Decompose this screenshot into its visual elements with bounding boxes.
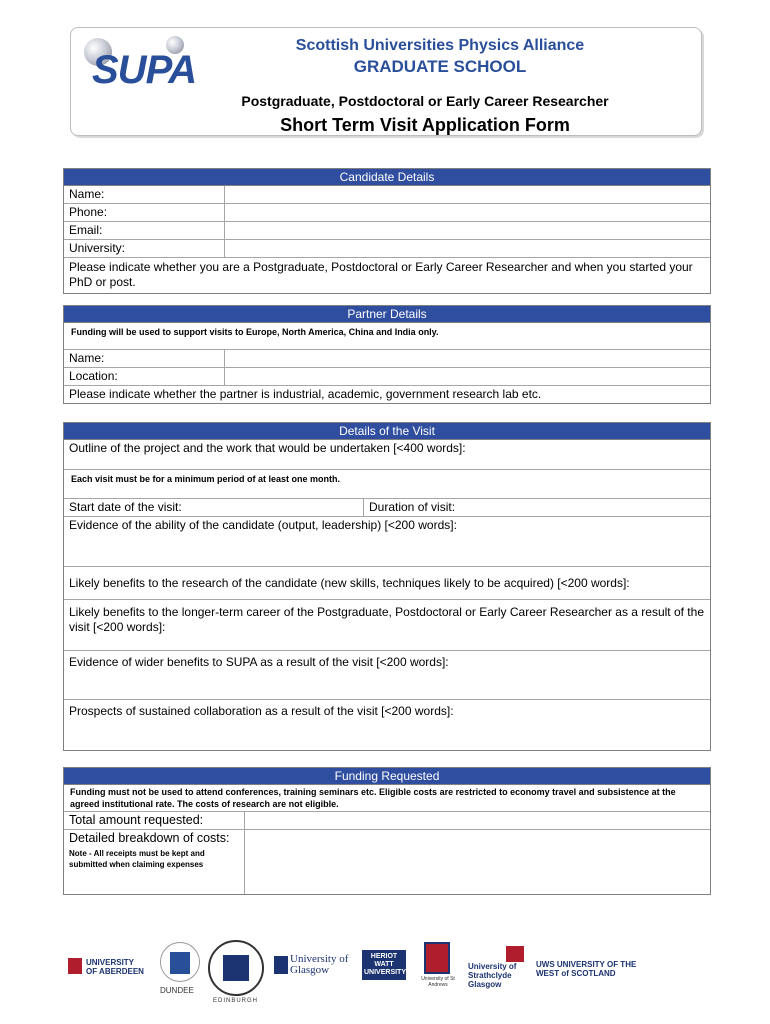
funding-total-label: Total amount requested:	[64, 812, 245, 829]
visit-section	[63, 422, 711, 751]
uws-label: UWS UNIVERSITY OF THE WEST of SCOTLAND	[536, 960, 637, 978]
partner-location-row	[64, 368, 710, 386]
visit-heading: Details of the Visit	[64, 423, 710, 440]
funding-notice-row	[64, 785, 710, 812]
candidate-email-label: Email:	[64, 222, 225, 239]
partner-notice: Funding will be used to support visits to Europe, North America, China and India only.	[71, 327, 439, 337]
header-subtitle: Postgraduate, Postdoctoral or Early Career Researcher	[241, 93, 609, 109]
edinburgh-label: EDINBURGH	[213, 998, 259, 1004]
header-title-line2: GRADUATE SCHOOL	[353, 57, 527, 76]
logo-text: SUPA	[92, 48, 197, 92]
visit-collaboration-row[interactable]	[64, 700, 710, 750]
funding-breakdown-label-cell	[64, 830, 245, 894]
visit-duration[interactable]: Duration of visit:	[369, 500, 456, 514]
candidate-phone-field[interactable]	[225, 204, 710, 221]
glasgow-label: University of Glasgow	[290, 953, 349, 976]
candidate-phone-row	[64, 204, 710, 222]
partner-location-field[interactable]	[225, 368, 710, 385]
supa-logo	[80, 36, 200, 96]
header-title-line1: Scottish Universities Physics Alliance	[295, 37, 585, 54]
partner-type-note: Please indicate whether the partner is industrial, academic, government research lab etc.	[69, 387, 542, 401]
glasgow-crest-icon	[274, 956, 288, 974]
visit-notice: Each visit must be for a minimum period of at least one month.	[71, 474, 341, 484]
partner-notice-row	[64, 323, 710, 350]
st-andrews-label: University of St Andrews	[421, 976, 455, 988]
partner-location-label: Location:	[64, 368, 225, 385]
visit-supa-benefits-label: Evidence of wider benefits to SUPA as a result of the visit [<200 words]:	[69, 655, 449, 669]
visit-research-benefits-row[interactable]	[64, 567, 710, 600]
dundee-crest-icon	[170, 952, 190, 974]
form-title: Short Term Visit Application Form	[280, 115, 570, 135]
partner-name-row	[64, 350, 710, 368]
candidate-status-row[interactable]	[64, 258, 710, 293]
st-andrews-crest-icon	[424, 942, 450, 974]
candidate-phone-label: Phone:	[64, 204, 225, 221]
candidate-name-label: Name:	[64, 186, 225, 203]
funding-heading: Funding Requested	[64, 768, 710, 785]
candidate-email-field[interactable]	[225, 222, 710, 239]
visit-research-benefits-label: Likely benefits to the research of the candidate (new skills, techniques likely to be acquired) [<200 words]:	[69, 575, 630, 590]
candidate-email-row	[64, 222, 710, 240]
visit-notice-row	[64, 470, 710, 499]
visit-supa-benefits-row[interactable]	[64, 651, 710, 700]
partner-section	[63, 305, 711, 404]
candidate-heading: Candidate Details	[64, 169, 710, 186]
funding-total-field[interactable]	[245, 812, 710, 829]
aberdeen-label: UNIVERSITY OF ABERDEEN	[86, 958, 144, 976]
funding-total-row	[64, 812, 710, 830]
strathclyde-label: University of Strathclyde Glasgow	[468, 962, 517, 989]
candidate-university-row	[64, 240, 710, 258]
visit-outline-label: Outline of the project and the work that would be undertaken [<400 words]:	[69, 441, 466, 455]
visit-dates-row	[64, 499, 710, 517]
strathclyde-crest-icon	[506, 946, 524, 962]
funding-breakdown-label: Detailed breakdown of costs:	[69, 831, 230, 845]
dundee-label: DUNDEE	[160, 986, 194, 995]
visit-collaboration-label: Prospects of sustained collaboration as a result of the visit [<200 words]:	[69, 704, 454, 718]
visit-career-benefits-row[interactable]	[64, 600, 710, 651]
partner-heading: Partner Details	[64, 306, 710, 323]
funding-notice: Funding must not be used to attend conferences, training seminars etc. Eligible costs are restricted to economy travel and subsistence at the agreed institutional rate. The costs of research are not eligible.	[70, 787, 676, 809]
candidate-status-note: Please indicate whether you are a Postgraduate, Postdoctoral or Early Career Researcher and when you started your PhD or post.	[69, 260, 693, 289]
candidate-university-label: University:	[64, 240, 225, 257]
visit-start-date[interactable]: Start date of the visit:	[64, 499, 364, 516]
partner-type-row[interactable]	[64, 386, 710, 403]
visit-career-benefits-label: Likely benefits to the longer-term career of the Postgraduate, Postdoctoral or Early Career Researcher as a result of the visit [<200 words]:	[69, 605, 704, 634]
visit-outline-row[interactable]	[64, 440, 710, 470]
candidate-university-field[interactable]	[225, 240, 710, 257]
aberdeen-crest-icon	[68, 958, 82, 974]
edinburgh-crest-icon	[223, 955, 249, 981]
funding-receipts-note: Note - All receipts must be kept and submitted when claiming expenses	[69, 849, 205, 869]
funding-section	[63, 767, 711, 895]
candidate-name-row	[64, 186, 710, 204]
partner-name-label: Name:	[64, 350, 225, 367]
candidate-name-field[interactable]	[225, 186, 710, 203]
partner-name-field[interactable]	[225, 350, 710, 367]
funding-breakdown-row	[64, 830, 710, 894]
visit-ability-label: Evidence of the ability of the candidate (output, leadership) [<200 words]:	[69, 518, 457, 532]
visit-ability-row[interactable]	[64, 517, 710, 567]
funding-breakdown-field[interactable]	[245, 830, 710, 894]
candidate-section	[63, 168, 711, 294]
university-logos	[68, 940, 648, 1004]
heriot-watt-label: HERIOT WATT UNIVERSITY	[364, 953, 407, 976]
